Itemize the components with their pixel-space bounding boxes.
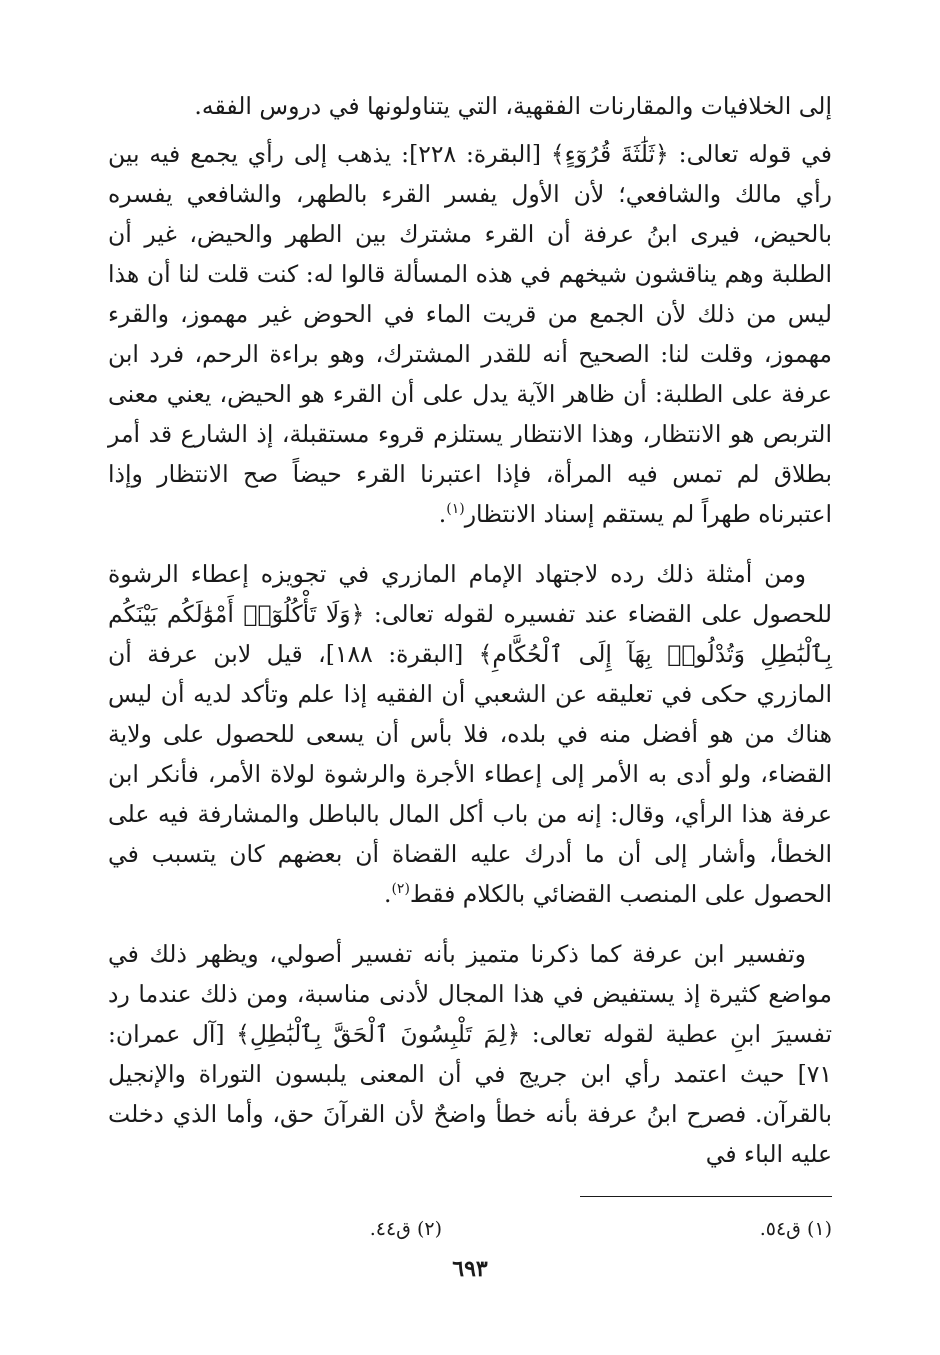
- paragraph-usuli-tafsir: وتفسير ابن عرفة كما ذكرنا متميز بأنه تفسير أصولي، ويظهر ذلك في مواضع كثيرة إذ يستفيض في هذا المجال لأدنى مناسبة، ومن ذلك عندما رد تفسيرَ ابنِ عطية لقوله تعالى: ﴿لِمَ تَلْبِسُونَ ٱلْحَقَّ بِٱلْبَٰطِلِ﴾ [آل عمران: ٧١] حيث اعتمد رأي ابن جريج في أن المعنى يلبسون التوراة والإنجيل بالقرآن. فصرح ابنُ عرفة بأنه خطأ واضحٌ لأن القرآنَ حق، وأما الذي دخلت عليه الباء في: [108, 940, 832, 1168]
- paragraph-continuation: إلى الخلافيات والمقارنات الفقهية، التي يتناولونها في دروس الفقه.: [194, 92, 832, 120]
- footnote-2: (٢) ق٤٤.: [369, 1218, 442, 1240]
- paragraph-mazari-example: ومن أمثلة ذلك رده لاجتهاد الإمام المازري في تجويزه إعطاء الرشوة للحصول على القضاء عند تفسيره لقوله تعالى: ﴿وَلَا تَأْكُلُوٓا۟ أَمْوَٰلَكُم بَيْنَكُم بِٱلْبَٰطِلِ وَتُدْلُوا۟ بِهَآ إِلَى ٱلْحُكَّامِ﴾ [البقرة: ١٨٨]، قيل لابن عرفة أن المازري حكى في تعليقه عن الشعبي أن الفقيه إذا علم وتأكد لديه أن ليس هناك من هو أفضل منه في بلده، فلا بأس أن يسعى للحصول على ولاية القضاء، ولو أدى به الأمر إلى إعطاء الأجرة والرشوة لولاة الأمر، فأنكر ابن عرفة هذا الرأي، وقال: إنه من باب أكل المال بالباطل والمشارفة فيه على الخطأ، وأشار إلى أن ما أدرك عليه القضاة أن بعضهم كان يتسبب في الحصول على المنصب القضائي بالكلام فقط$^{(٢)}$.: [108, 560, 832, 908]
- footnote-1: (١) ق٥٤.: [759, 1218, 832, 1240]
- footnote-divider: [580, 1196, 832, 1197]
- page-number: ٦٩٣: [452, 1256, 488, 1282]
- paragraph-qur-definition: في قوله تعالى: ﴿ثَلَٰثَةَ قُرُوٓءٍ﴾ [البقرة: ٢٢٨]: يذهب إلى رأي يجمع فيه بين رأي مالك والشافعي؛ لأن الأول يفسر القرء بالطهر، والشافعي يفسره بالحيض، فيرى ابنُ عرفة أن القرء مشترك بين الطهر والحيض، غير أن الطلبة وهم يناقشون شيخهم في هذه المسألة قالوا له: كنت قلت لنا أن هذا ليس من ذلك لأن الجمع من قريت الماء في الحوض غير مهموز، والقرء مهموز، وقلت لنا: الصحيح أنه للقدر المشترك، وهو براءة الرحم، فرد ابن عرفة على الطلبة: أن ظاهر الآية يدل على أن القرء هو الحيض، يعني معنى التربص هو الانتظار، وهذا الانتظار يستلزم قروء مستقبلة، إذ الشارع قد أمر بطلاق لم تمس فيه المرأة، فإذا اعتبرنا القرء حيضاً صح الانتظار وإذا اعتبرناه طهراً لم يستقم إسناد الانتظار$^{(١)}$.: [108, 140, 832, 528]
- page-body: [108, 86, 832, 1174]
- footnote-reference-2: (٢): [391, 881, 410, 898]
- footnote-reference-1: (١): [446, 501, 465, 518]
